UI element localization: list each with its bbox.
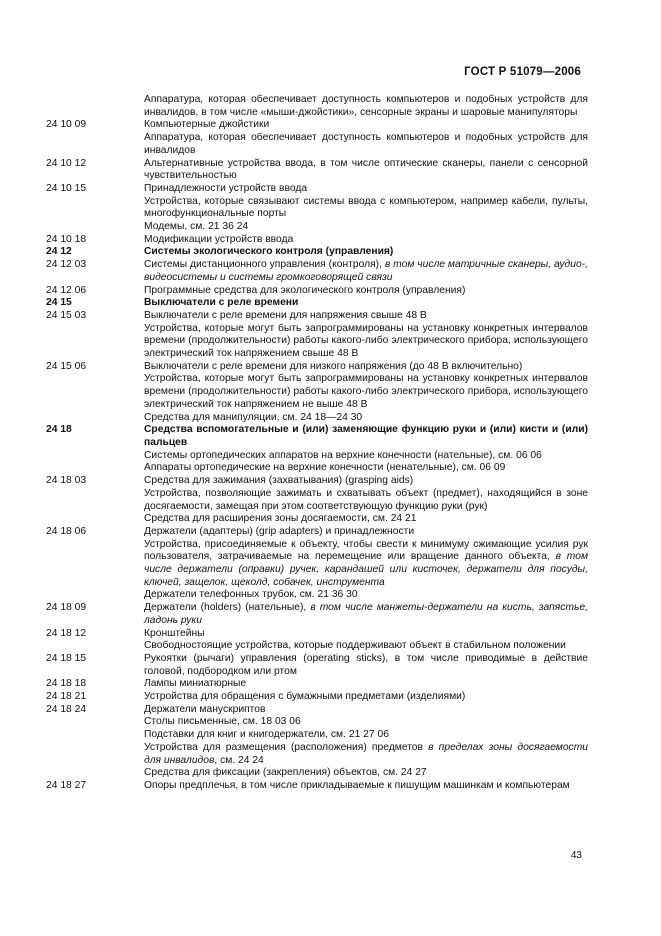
entry-row bbox=[46, 513, 588, 526]
entry-text bbox=[144, 412, 588, 425]
entry-row bbox=[46, 704, 588, 717]
entry-text bbox=[144, 589, 588, 602]
entry-code: 24 12 03 bbox=[46, 259, 87, 271]
entry-row bbox=[46, 716, 588, 729]
entry-text bbox=[144, 691, 588, 704]
entry-text-part: Системы экологического контроля (управления) bbox=[144, 246, 394, 258]
entry-text-part: Подставки для книг и книгодержатели, см. 21 27 06 bbox=[144, 729, 389, 741]
entry-text-part: Аппаратура, которая обеспечивает доступность компьютеров и подобных устройств для инвалидов bbox=[144, 132, 588, 156]
page-number: 43 bbox=[570, 850, 582, 861]
entry-text bbox=[144, 259, 588, 284]
entry-text bbox=[144, 94, 588, 119]
entry-row bbox=[46, 259, 588, 284]
entry-text bbox=[144, 678, 588, 691]
entry-text bbox=[144, 132, 588, 157]
entry-text bbox=[144, 119, 588, 132]
entry-text bbox=[144, 450, 588, 463]
entry-text bbox=[144, 310, 588, 323]
entry-row bbox=[46, 539, 588, 590]
entry-row bbox=[46, 412, 588, 425]
entry-text-part: Устройства, которые могут быть запрограммированы на установку конкретных интервалов времени (продолжительности) работы какого-либо электрического прибора, использующего электрический ток напряжением свыше 48 В bbox=[144, 322, 588, 360]
entry-text-part: Компьютерные джойстики bbox=[144, 119, 270, 131]
entry-code bbox=[46, 488, 144, 513]
entry-row bbox=[46, 640, 588, 653]
entry-text-part: Лампы миниатюрные bbox=[144, 678, 247, 690]
entry-row bbox=[46, 119, 588, 132]
entry-code: 24 18 09 bbox=[46, 602, 87, 614]
entry-text bbox=[144, 526, 588, 539]
entry-row bbox=[46, 653, 588, 678]
entry-text bbox=[144, 234, 588, 247]
entry-text bbox=[144, 361, 588, 374]
entry-code: 24 18 06 bbox=[46, 525, 87, 537]
entry-text-italic: в том числе манжеты-держатели на кисть, запястье, ладонь руки bbox=[144, 602, 588, 626]
entry-code: 24 10 18 bbox=[46, 233, 87, 245]
entry-row bbox=[46, 183, 588, 196]
entry-text-part: Модификации устройств ввода bbox=[144, 233, 294, 245]
entry-text-part: Кронштейны bbox=[144, 627, 205, 639]
entry-row bbox=[46, 628, 588, 641]
entry-code: 24 15 06 bbox=[46, 360, 87, 372]
entry-text-part: Рукоятки (рычаги) управления (operating sticks), в том числе приводимые в действие головой, подбородком или ртом bbox=[144, 652, 588, 677]
entry-text bbox=[144, 729, 588, 742]
entry-row bbox=[46, 742, 588, 767]
entry-row bbox=[46, 361, 588, 374]
entry-text-italic: в пределах зоны досягаемости для инвалидов bbox=[144, 741, 588, 766]
entry-row bbox=[46, 678, 588, 691]
entry-row bbox=[46, 94, 588, 119]
entry-text-part: Средства вспомогательные и (или) заменяющие функцию руки и (или) кисти и (или) пальцев bbox=[144, 424, 588, 448]
entry-row bbox=[46, 246, 588, 259]
entry-text bbox=[144, 246, 588, 259]
entry-text-part: Держатели телефонных трубок, см. 21 36 30 bbox=[144, 589, 358, 601]
entry-row bbox=[46, 234, 588, 247]
entry-row bbox=[46, 158, 588, 183]
entry-text bbox=[144, 539, 588, 590]
entry-row bbox=[46, 602, 588, 627]
entry-text bbox=[144, 780, 588, 793]
entry-text-italic: в том числе держатели (оправки) ручек, карандашей или кисточек, держатели для посуды, ключей, защелок, щеколд, собачек, инструмента bbox=[144, 551, 588, 588]
entry-text bbox=[144, 462, 588, 475]
entry-text-italic: в том числе матричные сканеры, аудио-, видеосистемы и системы громкоговорящей связи bbox=[144, 259, 588, 283]
entry-text-part: Аппаратура, которая обеспечивает доступность компьютеров и подобных устройств для инвалидов, в том числе «мыши-джойстики», сенсорные экраны и шаровые манипуляторы bbox=[144, 94, 588, 118]
entry-code bbox=[46, 462, 144, 475]
entry-text-part: Устройства, которые связывают системы ввода с компьютером, например кабели, пульты, многофункциональные порты bbox=[144, 195, 588, 220]
entry-text bbox=[144, 158, 588, 183]
entry-text-part: Устройства, позволяющие зажимать и схватывать объект (предмет), находящийся в зоне досягаемости, замещая при этом соответствующую функцию руки (рук) bbox=[144, 487, 588, 512]
entry-row bbox=[46, 297, 588, 310]
entry-code: 24 18 03 bbox=[46, 475, 87, 487]
entry-code: 24 18 24 bbox=[46, 703, 87, 715]
entry-text-part: Принадлежности устройств ввода bbox=[144, 182, 308, 194]
entry-text bbox=[144, 513, 588, 526]
entry-row bbox=[46, 691, 588, 704]
entry-text-part: Столы письменные, см. 18 03 06 bbox=[144, 716, 301, 728]
entry-text-part: Держатели (holders) (нательные), bbox=[144, 602, 311, 614]
entry-code bbox=[46, 640, 144, 653]
entry-code: 24 18 15 bbox=[46, 652, 87, 664]
entry-text bbox=[144, 285, 588, 298]
entry-text bbox=[144, 628, 588, 641]
entry-code bbox=[46, 513, 144, 526]
entry-text-part: Средства для зажимания (захватывания) (grasping aids) bbox=[144, 475, 414, 487]
entry-text-part: Выключатели с реле времени для низкого напряжения (до 48 В включительно) bbox=[144, 360, 523, 372]
entry-code: 24 18 21 bbox=[46, 691, 87, 703]
entry-code: 24 18 12 bbox=[46, 627, 87, 639]
entry-row bbox=[46, 488, 588, 513]
entry-code bbox=[46, 94, 144, 119]
entry-row bbox=[46, 475, 588, 488]
entry-text-part: Средства для манипуляции, см. 24 18—24 30 bbox=[144, 411, 363, 423]
entry-text bbox=[144, 742, 588, 767]
entry-text bbox=[144, 767, 588, 780]
entry-code: 24 10 12 bbox=[46, 157, 87, 169]
entry-row bbox=[46, 196, 588, 221]
entry-code bbox=[46, 742, 144, 767]
entry-text-part: Опоры предплечья, в том числе прикладываемые к пишущим машинкам и компьютерам bbox=[144, 779, 570, 791]
entry-text-part: Устройства для размещения (расположения) предметов bbox=[144, 741, 429, 753]
entry-text-part: Системы ортопедических аппаратов на верхние конечности (нательные), см. 06 06 bbox=[144, 449, 542, 461]
entry-code bbox=[46, 716, 144, 729]
entry-text bbox=[144, 373, 588, 411]
entry-code: 24 15 bbox=[46, 297, 72, 309]
entry-text-part: Аппараты ортопедические на верхние конечности (ненательные), см. 06 09 bbox=[144, 462, 506, 474]
entry-code: 24 18 bbox=[46, 424, 72, 436]
entry-row bbox=[46, 424, 588, 449]
entry-text bbox=[144, 704, 588, 717]
entry-text bbox=[144, 488, 588, 513]
entry-text bbox=[144, 640, 588, 653]
entry-text-part: Выключатели с реле времени bbox=[144, 297, 299, 309]
entry-text-part: Устройства для обращения с бумажными предметами (изделиями) bbox=[144, 691, 466, 703]
entry-text bbox=[144, 424, 588, 449]
entry-text-part: Модемы, см. 21 36 24 bbox=[144, 221, 249, 233]
entry-code bbox=[46, 323, 144, 361]
entry-code: 24 10 09 bbox=[46, 119, 87, 131]
entry-row bbox=[46, 323, 588, 361]
entry-code bbox=[46, 221, 144, 234]
entry-code bbox=[46, 373, 144, 411]
entry-row bbox=[46, 780, 588, 793]
entry-text-part: Выключатели с реле времени для напряжения свыше 48 В bbox=[144, 309, 427, 321]
entry-code bbox=[46, 589, 144, 602]
entry-text-part: Устройства, которые могут быть запрограммированы на установку конкретных интервалов времени (продолжительности) работы какого-либо электрического прибора, использующего электрический ток напряжением не выше 48 В bbox=[144, 373, 588, 410]
entry-text bbox=[144, 716, 588, 729]
entry-code: 24 12 06 bbox=[46, 284, 87, 296]
entry-text-part: Альтернативные устройства ввода, в том числе оптические сканеры, панели с сенсорной чувствительностью bbox=[144, 157, 588, 182]
entry-code: 24 15 03 bbox=[46, 309, 87, 321]
entry-code: 24 10 15 bbox=[46, 182, 87, 194]
entry-code bbox=[46, 196, 144, 221]
entry-code bbox=[46, 539, 144, 590]
entry-text-part: Держатели манускриптов bbox=[144, 703, 266, 715]
entry-row bbox=[46, 310, 588, 323]
entry-text bbox=[144, 183, 588, 196]
entry-row bbox=[46, 285, 588, 298]
entry-text bbox=[144, 297, 588, 310]
entry-code: 24 18 18 bbox=[46, 678, 87, 690]
entry-code: 24 18 27 bbox=[46, 779, 87, 791]
entry-row bbox=[46, 462, 588, 475]
classification-list bbox=[46, 94, 588, 793]
entry-text bbox=[144, 221, 588, 234]
entry-text-part: Средства для фиксации (закрепления) объектов, см. 24 27 bbox=[144, 767, 427, 779]
entry-code bbox=[46, 767, 144, 780]
entry-text-part: Системы дистанционного управления (контроля), bbox=[144, 259, 385, 271]
entry-row bbox=[46, 729, 588, 742]
entry-row bbox=[46, 450, 588, 463]
entry-row bbox=[46, 767, 588, 780]
entry-text-part: , см. 24 24 bbox=[214, 754, 264, 766]
entry-row bbox=[46, 526, 588, 539]
entry-code bbox=[46, 729, 144, 742]
entry-text-part: Свободностоящие устройства, которые поддерживают объект в стабильном положении bbox=[144, 640, 566, 652]
entry-text-part: Устройства, присоединяемые к объекту, чтобы свести к минимуму сжимающие усилия рук пользователя, затрачиваемые на перемещение или вращение данного объекта, bbox=[144, 538, 588, 563]
entry-text bbox=[144, 475, 588, 488]
entry-row bbox=[46, 221, 588, 234]
entry-row bbox=[46, 132, 588, 157]
entry-code bbox=[46, 132, 144, 157]
entry-text bbox=[144, 323, 588, 361]
entry-text bbox=[144, 196, 588, 221]
entry-text-part: Программные средства для экологического контроля (управления) bbox=[144, 284, 466, 296]
entry-text-part: Держатели (адаптеры) (grip adapters) и принадлежности bbox=[144, 525, 415, 537]
entry-text bbox=[144, 653, 588, 678]
document-header: ГОСТ Р 51079—2006 bbox=[464, 66, 581, 78]
entry-code bbox=[46, 450, 144, 463]
entry-text bbox=[144, 602, 588, 627]
entry-code bbox=[46, 412, 144, 425]
entry-code: 24 12 bbox=[46, 246, 72, 258]
entry-row bbox=[46, 589, 588, 602]
entry-text-part: Средства для расширения зоны досягаемости, см. 24 21 bbox=[144, 513, 417, 525]
entry-row bbox=[46, 373, 588, 411]
